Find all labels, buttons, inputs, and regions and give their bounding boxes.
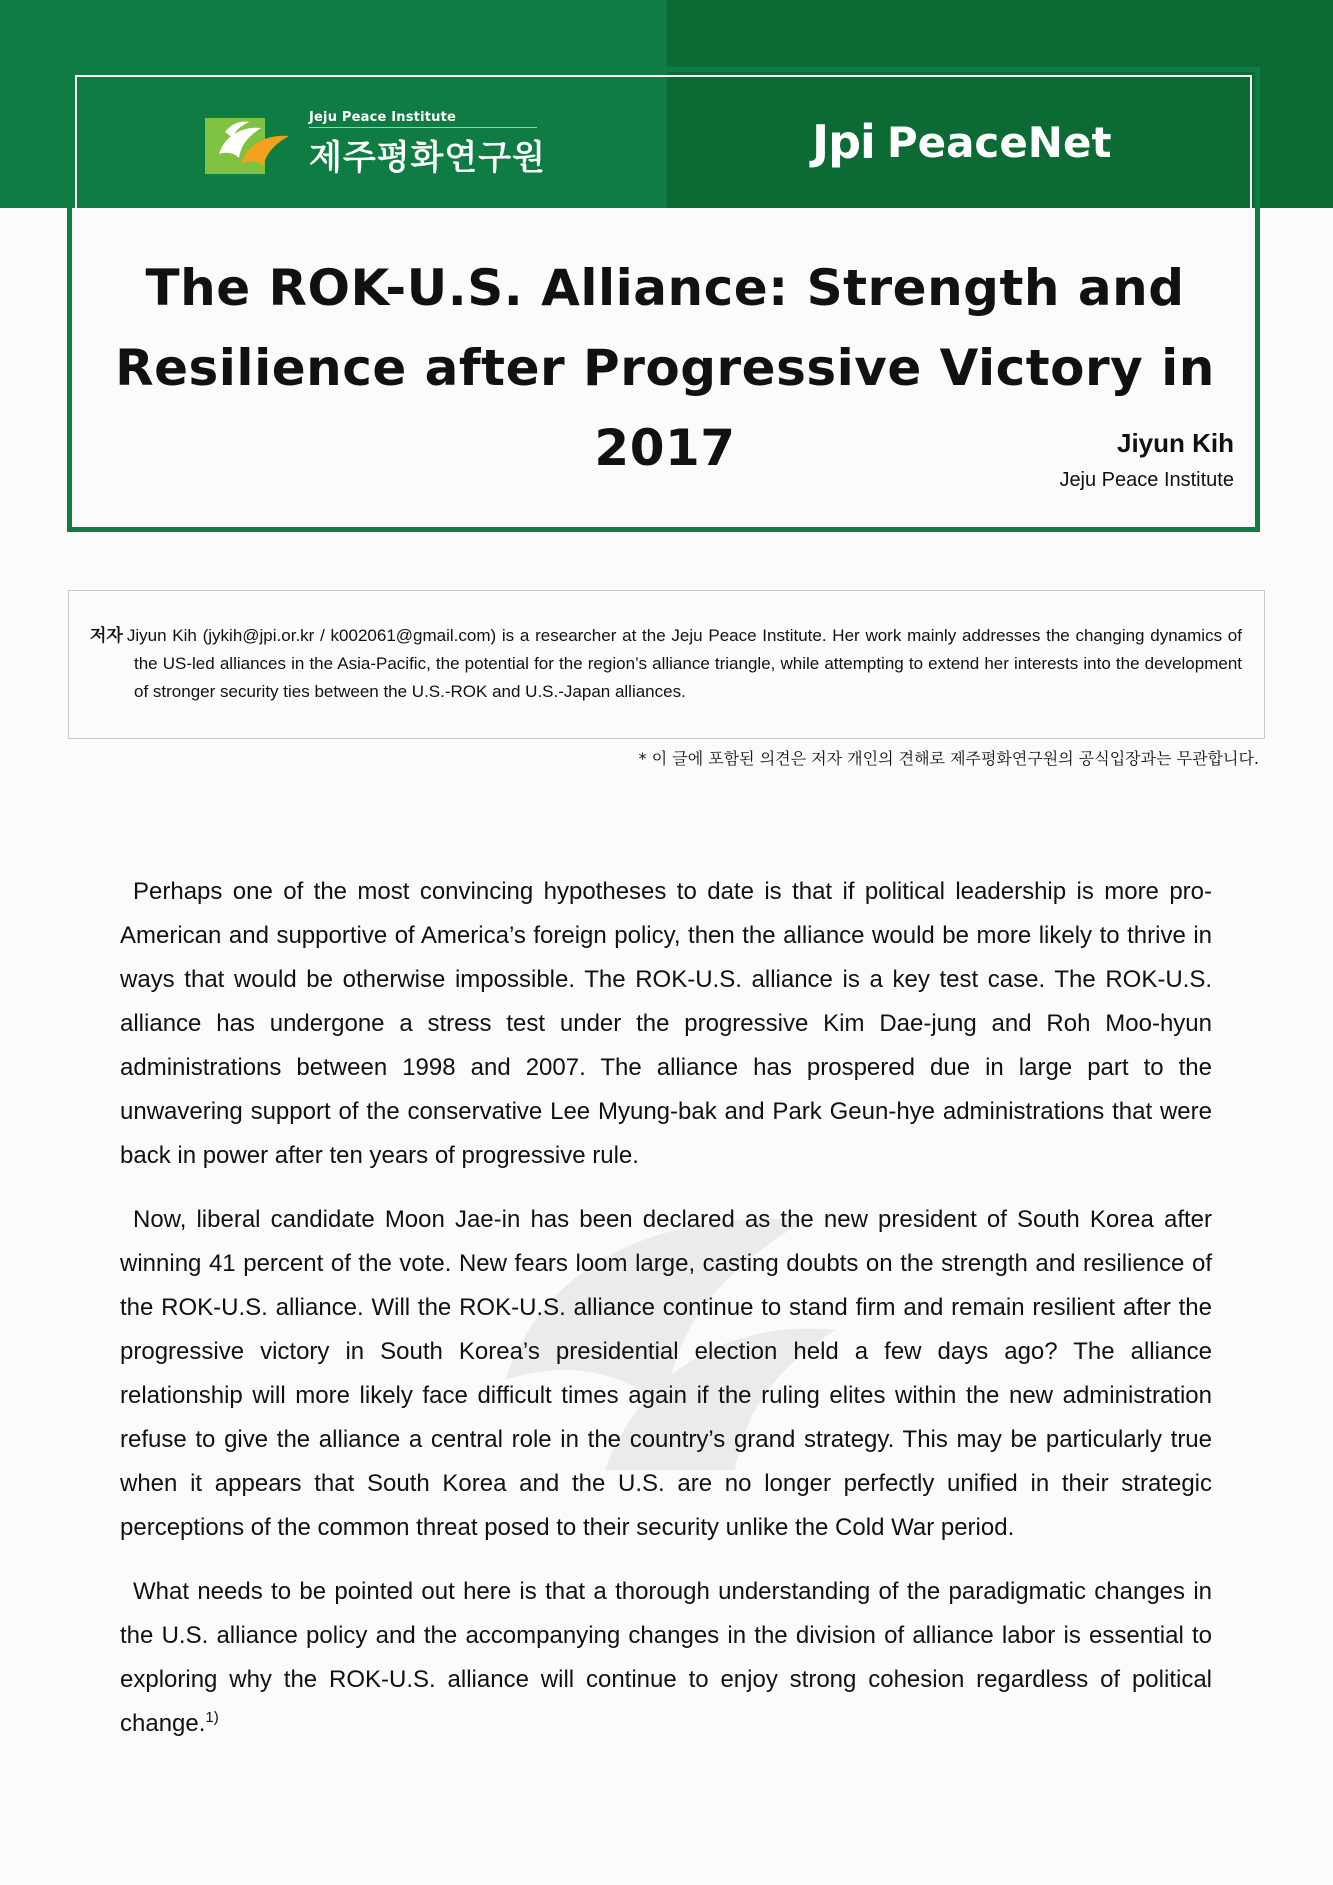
jpi-logo-ko: 제주평화연구원 [309,138,546,178]
footnote-marker[interactable]: 1) [205,1709,219,1726]
jpi-bird-logo-icon [205,114,301,176]
title-line-1: The ROK-U.S. Alliance: Strength and [145,259,1185,317]
author-bio [90,622,1242,706]
bio-text: Jiyun Kih (jykih@jpi.or.kr / k002061@gmail.com) is a researcher at the Jeju Peace Institute. Her work mainly addresses the changing dynamics of the US-led alliances in the Asia-Pacific, the potential for the region’s alliance triangle, while attempting to extend her interests into the development of stronger security ties between the U.S.-ROK and U.S.-Japan alliances. [126,626,1242,701]
author-block [1059,428,1234,492]
jpi-logo [205,110,546,179]
title-line-2: Resilience after Progressive Victory in 2017 [115,339,1215,477]
body-paragraph-3-text: What needs to be pointed out here is that a thorough understanding of the paradigmatic changes in the U.S. alliance policy and the accompanying changes in the division of alliance labor is essential to exploring why the ROK-U.S. alliance will continue to enjoy strong cohesion regardless of political change. [120,1578,1212,1737]
peacenet-logo [812,115,1112,169]
body-paragraph-2: Now, liberal candidate Moon Jae-in has been declared as the new president of South Korea after winning 41 percent of the vote. New fears loom large, casting doubts on the strength and resilience of the ROK-U.S. alliance. Will the ROK-U.S. alliance continue to stand firm and remain resilient after the progressive victory in South Korea’s presidential election held a few days ago? The alliance relationship will more likely face difficult times again if the ruling elites within the new administration refuse to give the alliance a central role in the country’s grand strategy. This may be particularly true when it appears that South Korea and the U.S. are no longer perfectly unified in their strategic perceptions of the common threat posed to their security unlike the Cold War period. [120,1206,1212,1541]
author-name: Jiyun Kih [1116,428,1234,458]
article-body [120,870,1212,1766]
author-institution: Jeju Peace Institute [1059,469,1234,491]
bio-label: 저자 [90,626,123,646]
body-paragraph-1: Perhaps one of the most convincing hypotheses to date is that if political leadership is more pro-American and supportive of America’s foreign policy, then the alliance would be more likely to thrive in ways that would be otherwise impossible. The ROK-U.S. alliance is a key test case. The ROK-U.S. alliance has undergone a stress test under the progressive Kim Dae-jung and Roh Moo-hyun administrations between 1998 and 2007. The alliance has prospered due in large part to the unwavering support of the conservative Lee Myung-bak and Park Geun-hye administrations that were back in power after ten years of progressive rule. [120,878,1212,1169]
disclaimer: * 이 글에 포함된 의견은 저자 개인의 견해로 제주평화연구원의 공식입장과는 무관합니다. [638,749,1259,768]
body-paragraph-3 [120,1570,1212,1746]
jpi-logo-en: Jeju Peace Institute [309,110,537,128]
peacenet-name: PeaceNet [886,117,1112,167]
peacenet-mark: Jpi [812,115,875,169]
